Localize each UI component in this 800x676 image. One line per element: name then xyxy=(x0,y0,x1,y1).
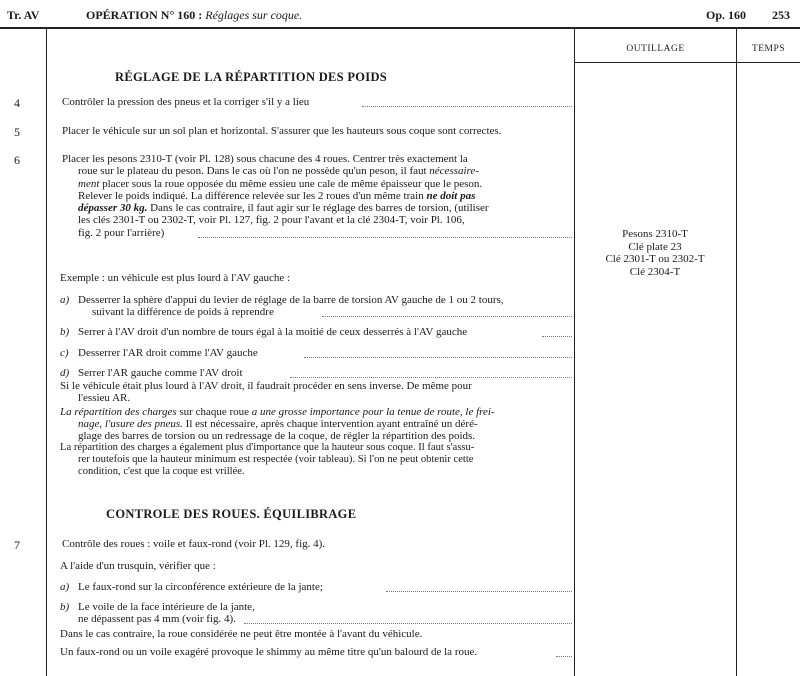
note-line: Un faux-rond ou un voile exagéré provoque le shimmy au même titre qu'un balourd de la roue. xyxy=(60,646,478,658)
step-6-line: fig. 2 pour l'arrière) xyxy=(78,227,165,239)
leader-dots xyxy=(244,623,572,624)
section-title-wheel-check: CONTROLE DES ROUES. ÉQUILIBRAGE xyxy=(106,507,357,521)
step-5-text: Placer le véhicule sur un sol plan et horizontal. S'assurer que les hauteurs sous coque sont correctes. xyxy=(62,125,502,137)
substep-label: d) xyxy=(60,367,70,379)
step-6-line: roue sur le plateau du peson. Dans le cas où l'on ne possède qu'un peson, il faut nécessaire- xyxy=(78,165,479,177)
note-line: nage, l'usure des pneus. Il est nécessaire, après chaque intervention ayant entraîné un déré- xyxy=(78,418,478,430)
note-line: glage des barres de torsion ou un redressage de la coque, de régler la répartition des poids. xyxy=(78,430,476,442)
note-line: La répartition des charges a également plus d'importance que la hauteur sous coque. Il faut s'assu- xyxy=(60,442,475,453)
substep-a-text: Le faux-rond sur la circonférence extérieure de la jante; xyxy=(78,581,323,593)
step-6-line: ment placer sous la roue opposée du même essieu une cale de même épaisseur que le peson. xyxy=(78,178,483,190)
substep-c-text: Desserrer l'AR droit comme l'AV gauche xyxy=(78,347,258,359)
note-line: l'essieu AR. xyxy=(78,392,131,404)
substep-a-line: suivant la différence de poids à reprendre xyxy=(92,306,274,318)
substep-b-text: Serrer à l'AV droit d'un nombre de tours égal à la moitié de ceux desserrés à l'AV gauche xyxy=(78,326,468,338)
substep-label: a) xyxy=(60,581,70,593)
example-heading: Exemple : un véhicule est plus lourd à l'AV gauche : xyxy=(60,272,291,284)
note-line: Dans le cas contraire, la roue considérée ne peut être montée à l'avant du véhicule. xyxy=(60,628,423,640)
leader-dots xyxy=(362,106,572,107)
substep-d-text: Serrer l'AR gauche comme l'AV droit xyxy=(78,367,243,379)
page-number: 253 xyxy=(772,8,790,22)
header-rule xyxy=(0,27,800,29)
substep-label: a) xyxy=(60,294,70,306)
column-header-rule xyxy=(574,62,800,63)
operation-number: OPÉRATION N° 160 : xyxy=(86,8,203,22)
step-7-text: Contrôle des roues : voile et faux-rond (voir Pl. 129, fig. 4). xyxy=(62,538,326,550)
left-margin-rule xyxy=(46,27,47,676)
note-line: Si le véhicule était plus lourd à l'AV droit, il faudrait procéder en sens inverse. De même pour xyxy=(60,380,472,392)
substep-label: b) xyxy=(60,601,70,613)
time-column-rule xyxy=(736,27,737,676)
tool-item: Pesons 2310-T xyxy=(622,228,688,240)
step-6-line: les clés 2301-T ou 2302-T, voir Pl. 127, fig. 2 pour l'avant et la clé 2304-T, voir Pl. 106, xyxy=(78,214,465,226)
tool-item: Clé plate 23 xyxy=(628,240,682,253)
operation-reference: Op. 160 xyxy=(706,8,747,22)
substep-label: c) xyxy=(60,347,69,359)
note-line: La répartition des charges sur chaque roue a une grosse importance pour la tenue de route, le frei- xyxy=(60,406,495,418)
leader-dots xyxy=(198,237,572,238)
leader-dots xyxy=(556,656,572,657)
leader-dots xyxy=(542,336,572,337)
tool-item: Clé 2304-T xyxy=(629,265,681,278)
step-number: 5 xyxy=(14,125,20,139)
leader-dots xyxy=(322,316,572,317)
note-line: condition, c'est que la coque est vrillée. xyxy=(78,466,245,477)
step-6-line: dépasser 30 kg. Dans le cas contraire, il faut agir sur le réglage des barres de torsion, (utiliser xyxy=(78,202,489,214)
leader-dots xyxy=(290,377,572,378)
operation-subject: Réglages sur coque. xyxy=(205,8,303,22)
step-4-text: Contrôler la pression des pneus et la corriger s'il y a lieu xyxy=(62,96,310,108)
step-number: 7 xyxy=(14,538,20,552)
step-7-intro: A l'aide d'un trusquin, vérifier que : xyxy=(60,560,216,572)
note-line: rer toutefois que la hauteur minimum est respectée (voir tableau). Si l'on ne peut obtenir cette xyxy=(78,454,474,465)
leader-dots xyxy=(386,591,572,592)
chapter-label: Tr. AV xyxy=(7,8,40,22)
step-6-line: Relever le poids indiqué. La différence relevée sur les 2 roues d'un même train ne doit pas xyxy=(78,190,476,202)
substep-label: b) xyxy=(60,326,70,338)
step-6-line: Placer les pesons 2310-T (voir Pl. 128) sous chacune des 4 roues. Centrer très exactement la xyxy=(62,153,468,165)
step-number: 4 xyxy=(14,96,20,110)
substep-b-line: ne dépassent pas 4 mm (voir fig. 4). xyxy=(78,613,236,625)
page-title xyxy=(86,8,302,23)
tools-column-rule xyxy=(574,27,575,676)
step-number: 6 xyxy=(14,153,20,167)
substep-b-line: Le voile de la face intérieure de la jante, xyxy=(78,601,255,613)
tool-item: Clé 2301-T ou 2302-T xyxy=(605,253,705,265)
column-header-tools: OUTILLAGE xyxy=(626,44,685,54)
section-title-weight-distribution: RÉGLAGE DE LA RÉPARTITION DES POIDS xyxy=(115,70,388,84)
substep-a-line: Desserrer la sphère d'appui du levier de réglage de la barre de torsion AV gauche de 1 ou 2 tours, xyxy=(78,294,504,306)
leader-dots xyxy=(304,357,572,358)
tools-list xyxy=(575,228,735,278)
column-header-time: TEMPS xyxy=(751,44,786,54)
